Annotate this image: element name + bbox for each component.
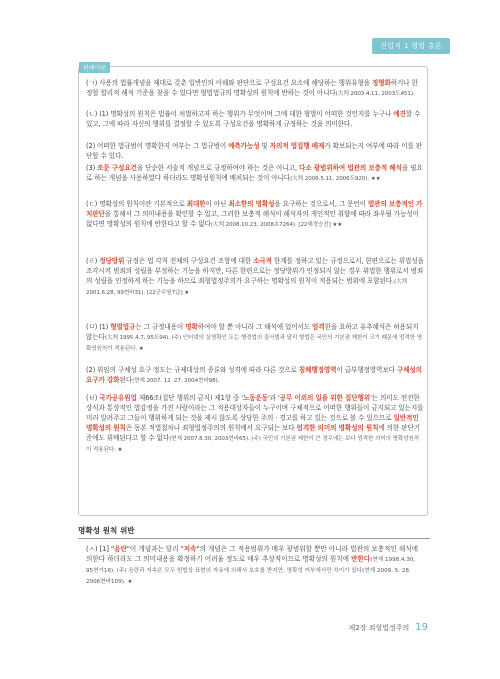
- violation-item: (ㅅ) [1] "음란"이 개념과는 달리 "저속"의 개념은 그 적용범위가 매우 광범위할 뿐만 아니라 법관의 보충적인 해석에 의한다 하더라도 그 의미내용을 확정하기 어려울 정도로 매우 추상적이므로 명확성의 원칙에 반한다(현재 1998.4.30, 95현가16). (주) 음란과 저속은 모두 헌법상 표현의 자유에 의해서 보호를 받지만, 명확성 여부에서만 차이가 있다(현재 2009. 5. 28. 2006현바109). ★: [86, 545, 418, 585]
- case-item-f: (ㅂ) 국가공유원업 제66조(집단 행위의 금지) 제1항 중 '노동운동'과 '공무 이외의 일을 위한 집단행위'는 의미도 전전한 상식과 통상적인 법감정을 가진 사람이라는 그 적용대상자들이 누구이며 구체적으로 어떠한 행위들이 금지되고 있는지를 미리 알려주고 그들이 행위하게 되는 것을 제시 않도록 상당한 주의 · 경고를 하고 있는 것으로 볼 수 있으므로 일반적인 명확성의 원칙은 동본 적법절차나 죄형법정주의의 원칙에서 요구되는 보다 엄격한 의미의 명확성의 원칙에 의한 판단기준에도 위배된다고 할 수 없다(현재 2007.8.30, 2003현바65). (주) 국민의 기본권 제한이 큰 경우에는 보다 엄격한 의미의 명확성원칙이 적용된다. ★: [86, 394, 424, 453]
- page-number: 19: [415, 622, 428, 633]
- case-item-b2: (2) 어떠한 법규범이 명확한지 여부는 그 법규범이 예측가능성 및 자의적 법집행 배제가 확보되는지 여부에 따라 이를 판단할 수 있다.: [86, 142, 423, 160]
- case-item-b1: (ㄴ) (1) 명확성의 원칙은 법률이 처벌하고자 하는 행위가 무엇이며 그에 대한 형벌이 어떠한 것인지를 누구나 예견할 수 있고, 그에 따라 자신의 행위를 결정할 수 있도록 구성요건을 명확하게 규정하는 것을 의미한다.: [86, 110, 421, 128]
- case-item-e2: (2) 위임의 구체성 요구 정도는 규제대상의 종류와 성격에 따라 다른 것으로 침해행정영역이 급부행정영역보다 구체성의 요구가 강화된다(현재 2007. 12. 27. 2004현바98).: [86, 366, 422, 384]
- section-title: 명확성 원칙 위반: [78, 526, 135, 535]
- box-tag: 판례이론: [79, 62, 110, 73]
- chapter-tab: 신입직 1 형법 총론: [372, 38, 450, 54]
- case-item-a: (ㄱ) 사용의 법률개념을 제대로 갖춘 일반인의 이해와 판단으로 구성요건 요소에 해당하는 행위유형을 정형화하거나 한정할 합리적 해석 기준을 찾을 수 있다면 형법법규의 명확성의 원칙에 반하는 것이 아니다(大判 2003.4.11, 2003도451).: [86, 79, 418, 97]
- case-item-b3: (3) 조문 구성요건을 단순한 서술적 개념으로 규정하여야 하는 것은 아니고, 다소 광범위하여 법관의 보충적 해석을 필요로 하는 개념을 사용하였다 하더라도 명확성원칙에 배치되는 것이 아니다(大判 2006.5.11, 2006도920). ★★: [86, 164, 423, 182]
- section-divider: [78, 538, 430, 539]
- case-item-e1: (ㅁ) (1) 형벌법규는 그 규정내용이 명확하여야 할 뿐 아니라 그 해석에 있어서도 엄격한을 요하고 유추해석은 허용되지 않는다(大判 1995.4.7, 95도94). (주) 인터넷의 실명확인 도는 행정법의 질서벌과 달리 형법은 국민의 기본권 제한이 크기 때문에 엄격한 명확성원칙이 적용된다. ★: [86, 323, 423, 352]
- case-item-d: (ㄹ) 정당방위 규정은 법 각칙 전체의 구성요건 조항에 대한 소극적 한계를 정하고 있는 규정으로서, 한편으로는 위법성을 조각시켜 범죄의 성립을 부정하는 기능을 하지만, 다른 한편으로는 정당방위가 인정되지 않는 경우 위법한 행위로서 범죄의 성립을 인정하게 하는 기능을 하므로 죄형법정주의가 요구하는 명확성의 원칙이 적용되는 범위에 포함된다.(大判 2001.6.28, 99현바31). [22군무원7급] ★: [86, 257, 424, 296]
- case-item-c: (ㄷ) 명확성의 원칙이란 기본적으로 최대한이 아닌 최소한의 명확성을 요구하는 것으로서, 그 문언이 법관의 보충적인 가치판단을 통해서 그 의미내용을 확인할 수 있고, 그러한 보충적 해석이 해석자의 개인적인 취향에 따라 좌우될 가능성이 없다면 명확성의 원칙에 반한다고 할 수 없다(大判 2008.10.23, 2008초7264). [22해경승진] ★★: [86, 200, 423, 228]
- page-footer: [348, 622, 428, 633]
- footer-chapter: 제2장 죄형법정주의: [348, 624, 410, 632]
